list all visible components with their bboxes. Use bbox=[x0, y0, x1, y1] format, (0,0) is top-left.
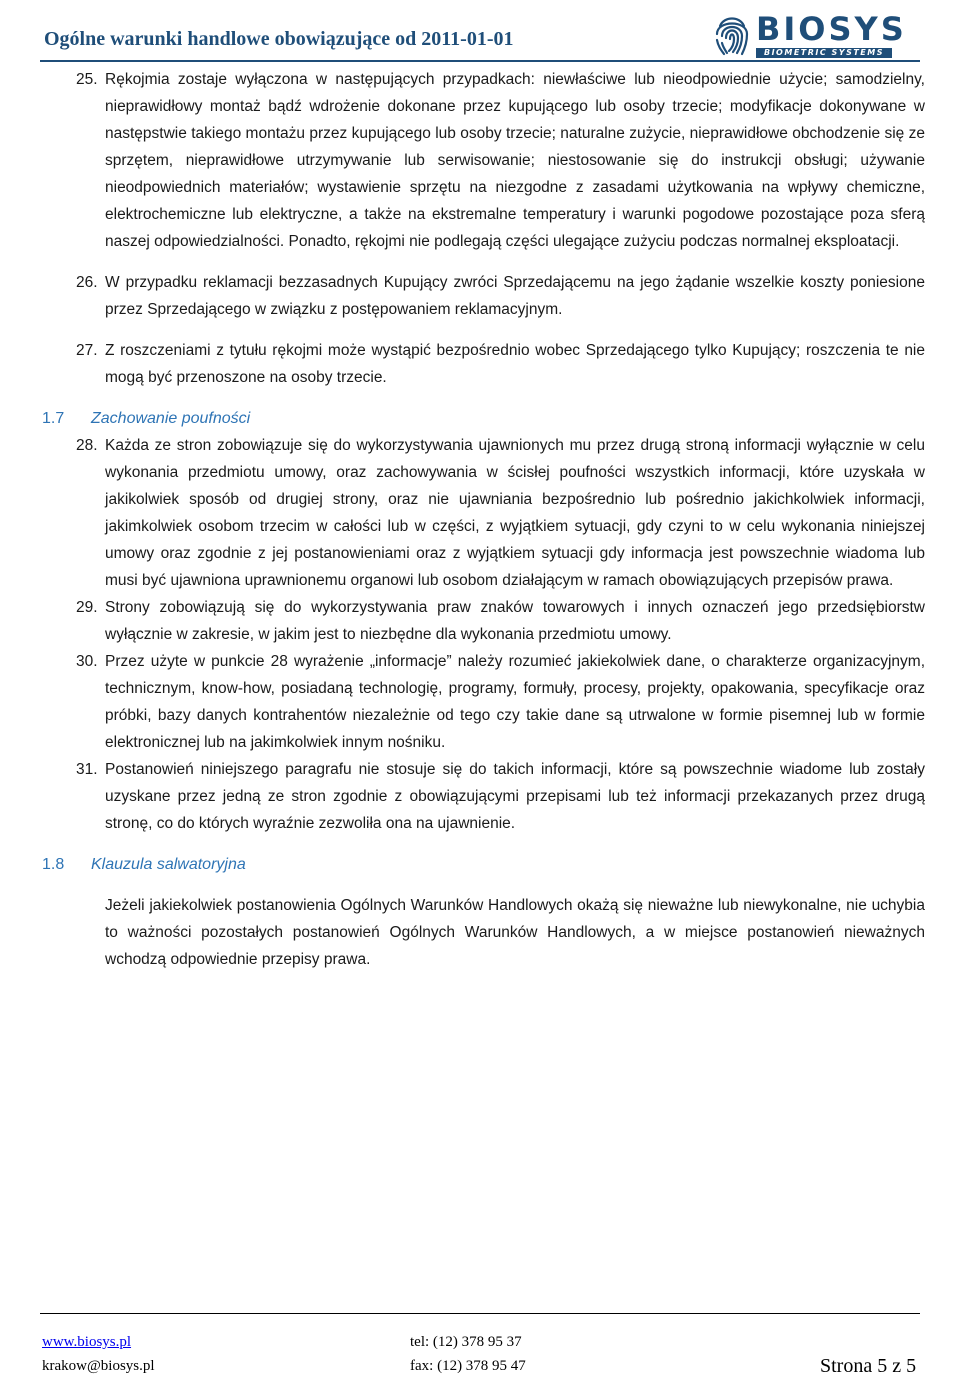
fingerprint-icon bbox=[712, 12, 752, 58]
paragraph-text: Strony zobowiązują się do wykorzystywania praw znaków towarowych i innych oznaczeń jego przedsiębiorstw wyłącznie w zakresie, w jakim jest to niezbędne dla wykonania przedmiotu umowy. bbox=[105, 599, 925, 643]
section-heading-1-7 bbox=[0, 405, 960, 432]
section-title: Zachowanie poufności bbox=[91, 410, 251, 427]
website-link[interactable]: www.biosys.pl bbox=[42, 1334, 132, 1350]
paragraph-29 bbox=[0, 594, 925, 648]
paragraph-number: 31. bbox=[76, 761, 98, 778]
page-number: Strona 5 z 5 bbox=[820, 1355, 917, 1377]
biosys-logo bbox=[712, 10, 907, 60]
paragraph-text: Rękojmia zostaje wyłączona w następujących przypadkach: niewłaściwe lub nieodpowiednie użycie; samodzielny, nieprawidłowy montaż bądź wdrożenie dokonane przez kupującego lub osoby trzecie; modyfikacje dokonywane w następstwie takiego montażu przez kupującego lub osoby trzecie; naturalne zużycie, nieprawidłowe obchodzenie się ze sprzętem, nieprawidłowe utrzymywanie lub serwisowanie; niestosowanie się do instrukcji obsługi; używanie nieodpowiednich materiałów; wystawienie sprzętu na niezgodne z zasadami użytkowania na wpływy chemiczne, elektrochemiczne lub elektryczne, a także na ekstremalne temperatury i warunki pogodowe pozostające poza sferą naszej odpowiedzialności. Ponadto, rękojmi nie podlegają części ulegające zużyciu podczas normalnej eksploatacji. bbox=[105, 71, 925, 250]
paragraph-text: Każda ze stron zobowiązuje się do wykorzystywania ujawnionych mu przez drugą stroną informacji wyłącznie w celu wykonania przedmiotu umowy, oraz zachowywania w ścisłej poufności wszystkich informacji, które uzyskała w jakikolwiek sposób od drugiej strony, oraz nie ujawniania bezpośrednio lub pośrednio jakichkolwiek informacji, jakimkolwiek osobom trzecim w całości lub w części, z wyjątkiem sytuacji, gdy czyni to w celu wykonania niniejszej umowy oraz zgodnie z jej postanowieniami oraz z wyjątkiem sytuacji gdy informacja jest powszechnie wiadoma lub musi być ujawniona uprawnionemu organowi lub osobom działającym w ramach obowiązujących przepisów prawa. bbox=[105, 437, 925, 589]
paragraph-number: 30. bbox=[76, 653, 98, 670]
footer-fax: fax: (12) 378 95 47 bbox=[410, 1358, 526, 1374]
salvatorial-clause-text: Jeżeli jakiekolwiek postanowienia Ogólnych Warunków Handlowych okażą się nieważne lub niewykonalne, nie uchybia to ważności pozostałych postanowień Ogólnych Warunków Handlowych, a w miejsce postanowień nieważnych wchodzą odpowiednie przepisy prawa. bbox=[105, 897, 925, 968]
document-title: Ogólne warunki handlowe obowiązujące od 2011-01-01 bbox=[44, 28, 514, 50]
section-number: 1.7 bbox=[42, 410, 65, 427]
footer-divider bbox=[40, 1313, 920, 1314]
paragraph-number: 28. bbox=[76, 437, 98, 454]
paragraph-27 bbox=[0, 337, 925, 391]
paragraph-number: 25. bbox=[76, 71, 98, 88]
paragraph-text: W przypadku reklamacji bezzasadnych Kupujący zwróci Sprzedającemu na jego żądanie wszelkie koszty poniesione przez Sprzedającego w związku z postępowaniem reklamacyjnym. bbox=[105, 274, 925, 318]
document-body bbox=[0, 66, 960, 973]
section-title: Klauzula salwatoryjna bbox=[91, 856, 246, 873]
paragraph-text: Przez użyte w punkcie 28 wyrażenie „informacje” należy rozumieć jakiekolwiek dane, o charakterze organizacyjnym, technicznym, know-how, posiadaną technologię, programy, formuły, procesy, projekty, opakowania, specyfikacje oraz próbki, bazy danych kontrahentów niezależnie od tego czy takie dane są utrwalone w formie pisemnej lub w formie elektronicznej lub na jakimkolwiek innym nośniku. bbox=[105, 653, 925, 751]
section-number: 1.8 bbox=[42, 856, 65, 873]
paragraph-text: Postanowień niniejszego paragrafu nie stosuje się do takich informacji, które są powszechnie wiadome lub zostały uzyskane przez jedną ze stron zgodnie z obowiązującymi przepisami lub też informacji przekazanych przez drugą stronę, co do których wyraźnie zezwoliła ona na ujawnienie. bbox=[105, 761, 925, 832]
section-heading-1-8 bbox=[0, 851, 960, 878]
paragraph-text: Z roszczeniami z tytułu rękojmi może wystąpić bezpośrednio wobec Sprzedającego tylko Kupujący; roszczenia te nie mogą być przenoszone na osoby trzecie. bbox=[105, 342, 925, 386]
logo-subtitle: BIOMETRIC SYSTEMS bbox=[756, 48, 892, 58]
footer-phone: tel: (12) 378 95 37 bbox=[410, 1334, 522, 1350]
paragraph-31 bbox=[0, 756, 925, 837]
paragraph-number: 26. bbox=[76, 274, 98, 291]
paragraph-number: 29. bbox=[76, 599, 98, 616]
header-divider bbox=[40, 60, 920, 62]
paragraph-28 bbox=[0, 432, 925, 594]
paragraph-30 bbox=[0, 648, 925, 756]
paragraph-26 bbox=[0, 269, 925, 323]
paragraph-number: 27. bbox=[76, 342, 98, 359]
footer-email: krakow@biosys.pl bbox=[42, 1358, 155, 1374]
paragraph-25 bbox=[0, 66, 925, 255]
logo-wordmark: BIOSYS bbox=[756, 10, 907, 48]
